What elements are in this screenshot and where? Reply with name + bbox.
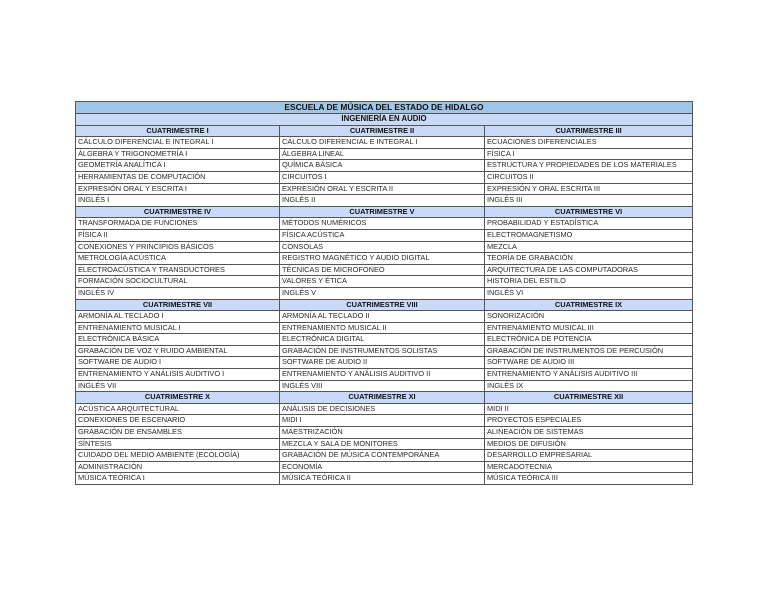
program-title: INGENIERÍA EN AUDIO — [76, 114, 693, 126]
term-header-row — [76, 206, 693, 218]
course-cell: FÍSICA I — [485, 148, 693, 160]
term-header: CUATRIMESTRE VI — [485, 206, 693, 218]
course-cell: EXPRESIÓN Y ORAL ESCRITA III — [485, 183, 693, 195]
course-cell: GEOMETRÍA ANALÍTICA I — [76, 160, 280, 172]
course-row — [76, 137, 693, 149]
title-row — [76, 102, 693, 114]
course-cell: CIRCUITOS I — [280, 171, 485, 183]
course-cell: CONEXIONES DE ESCENARIO — [76, 415, 280, 427]
course-cell: MERCADOTECNIA — [485, 461, 693, 473]
program-row — [76, 114, 693, 126]
term-header: CUATRIMESTRE VIII — [280, 299, 485, 311]
term-header: CUATRIMESTRE XI — [280, 392, 485, 404]
term-header: CUATRIMESTRE II — [280, 125, 485, 137]
course-row — [76, 264, 693, 276]
course-cell: ELECTRÓNICA DIGITAL — [280, 334, 485, 346]
course-row — [76, 322, 693, 334]
course-cell: INGLÉS VII — [76, 380, 280, 392]
course-cell: ARQUITECTURA DE LAS COMPUTADORAS — [485, 264, 693, 276]
course-row — [76, 183, 693, 195]
course-cell: HERRAMIENTAS DE COMPUTACIÓN — [76, 171, 280, 183]
course-row — [76, 195, 693, 207]
course-row — [76, 287, 693, 299]
course-cell: ENTRENAMIENTO Y ANÁLISIS AUDITIVO II — [280, 369, 485, 381]
course-row — [76, 334, 693, 346]
course-cell: EXPRESIÓN ORAL Y ESCRITA I — [76, 183, 280, 195]
course-cell: ARMONÍA AL TECLADO II — [280, 311, 485, 323]
course-cell: ECONOMÍA — [280, 461, 485, 473]
course-cell: ECUACIONES DIFERENCIALES — [485, 137, 693, 149]
course-cell: ESTRUCTURA Y PROPIEDADES DE LOS MATERIALES — [485, 160, 693, 172]
course-cell: GRABACIÓN DE INSTRUMENTOS DE PERCUSIÓN — [485, 345, 693, 357]
course-cell: CÁLCULO DIFERENCIAL E INTEGRAL I — [76, 137, 280, 149]
course-row — [76, 438, 693, 450]
course-cell: GRABACIÓN DE VOZ Y RUIDO AMBIENTAL — [76, 345, 280, 357]
term-header: CUATRIMESTRE IX — [485, 299, 693, 311]
course-cell: CUIDADO DEL MEDIO AMBIENTE (ECOLOGÍA) — [76, 450, 280, 462]
course-row — [76, 461, 693, 473]
course-row — [76, 276, 693, 288]
course-cell: DESARROLLO EMPRESARIAL — [485, 450, 693, 462]
term-header: CUATRIMESTRE VII — [76, 299, 280, 311]
course-row — [76, 160, 693, 172]
course-cell: TÉCNICAS DE MICROFONEO — [280, 264, 485, 276]
course-cell: CONEXIONES Y PRINCIPIOS BÁSICOS — [76, 241, 280, 253]
school-title: ESCUELA DE MÚSICA DEL ESTADO DE HIDALGO — [76, 102, 693, 114]
course-cell: ENTRENAMIENTO MUSICAL I — [76, 322, 280, 334]
course-cell: PROBABILIDAD Y ESTADÍSTICA — [485, 218, 693, 230]
curriculum-body — [76, 102, 693, 485]
course-cell: SOFTWARE DE AUDIO II — [280, 357, 485, 369]
course-cell: ELECTRÓNICA DE POTENCIA — [485, 334, 693, 346]
course-row — [76, 357, 693, 369]
course-row — [76, 229, 693, 241]
term-header-row — [76, 125, 693, 137]
course-cell: MEZCLA — [485, 241, 693, 253]
course-row — [76, 450, 693, 462]
course-cell: ENTRENAMIENTO MUSICAL II — [280, 322, 485, 334]
course-cell: MAESTRIZACIÓN — [280, 427, 485, 439]
course-cell: ENTRENAMIENTO Y ANÁLISIS AUDITIVO III — [485, 369, 693, 381]
course-cell: CÁLCULO DIFERENCIAL E INTEGRAL I — [280, 137, 485, 149]
course-cell: INGLÉS IV — [76, 287, 280, 299]
course-cell: MEZCLA Y SALA DE MONITORES — [280, 438, 485, 450]
term-header: CUATRIMESTRE I — [76, 125, 280, 137]
course-cell: GRABACIÓN DE MÚSICA CONTEMPORÁNEA — [280, 450, 485, 462]
course-row — [76, 171, 693, 183]
course-cell: EXPRESIÓN ORAL Y ESCRITA II — [280, 183, 485, 195]
course-cell: ELECTRÓNICA BÁSICA — [76, 334, 280, 346]
course-cell: CIRCUITOS II — [485, 171, 693, 183]
course-cell: SÍNTESIS — [76, 438, 280, 450]
course-cell: GRABACIÓN DE INSTRUMENTOS SOLISTAS — [280, 345, 485, 357]
term-header: CUATRIMESTRE III — [485, 125, 693, 137]
course-cell: INGLÉS V — [280, 287, 485, 299]
course-row — [76, 311, 693, 323]
course-row — [76, 241, 693, 253]
course-cell: MIDI I — [280, 415, 485, 427]
course-cell: ADMINISTRACIÓN — [76, 461, 280, 473]
course-cell: ENTRENAMIENTO Y ANÁLISIS AUDITIVO I — [76, 369, 280, 381]
course-cell: METROLOGÍA ACÚSTICA — [76, 253, 280, 265]
course-cell: QUÍMICA BÁSICA — [280, 160, 485, 172]
course-cell: MÚSICA TEÓRICA I — [76, 473, 280, 485]
course-cell: ENTRENAMIENTO MUSICAL III — [485, 322, 693, 334]
course-cell: FÍSICA ACÚSTICA — [280, 229, 485, 241]
course-row — [76, 380, 693, 392]
curriculum-table — [75, 101, 693, 485]
course-cell: ELECTROMAGNETISMO — [485, 229, 693, 241]
course-cell: ARMONÍA AL TECLADO I — [76, 311, 280, 323]
course-row — [76, 403, 693, 415]
term-header: CUATRIMESTRE V — [280, 206, 485, 218]
course-cell: INGLÉS VI — [485, 287, 693, 299]
course-row — [76, 218, 693, 230]
course-row — [76, 369, 693, 381]
course-cell: PROYECTOS ESPECIALES — [485, 415, 693, 427]
course-cell: SONORIZACIÓN — [485, 311, 693, 323]
course-cell: GRABACIÓN DE ENSAMBLES — [76, 427, 280, 439]
course-cell: ÁLGEBRA LINEAL — [280, 148, 485, 160]
course-cell: CONSOLAS — [280, 241, 485, 253]
course-row — [76, 427, 693, 439]
course-cell: MÚSICA TEÓRICA II — [280, 473, 485, 485]
course-cell: TEORÍA DE GRABACIÓN — [485, 253, 693, 265]
course-cell: HISTORIA DEL ESTILO — [485, 276, 693, 288]
course-cell: MÚSICA TEÓRICA III — [485, 473, 693, 485]
course-cell: ANÁLISIS DE DECISIONES — [280, 403, 485, 415]
course-row — [76, 253, 693, 265]
course-cell: ELECTROACÚSTICA Y TRANSDUCTORES — [76, 264, 280, 276]
course-row — [76, 415, 693, 427]
course-cell: MIDI II — [485, 403, 693, 415]
course-cell: INGLÉS II — [280, 195, 485, 207]
course-row — [76, 345, 693, 357]
course-cell: INGLÉS VIII — [280, 380, 485, 392]
course-row — [76, 473, 693, 485]
term-header-row — [76, 299, 693, 311]
course-cell: REGISTRO MAGNÉTICO Y AUDIO DIGITAL — [280, 253, 485, 265]
course-cell: INGLÉS IX — [485, 380, 693, 392]
term-header-row — [76, 392, 693, 404]
course-cell: INGLÉS I — [76, 195, 280, 207]
course-cell: ACÚSTICA ARQUITECTURAL — [76, 403, 280, 415]
course-cell: MEDIOS DE DIFUSIÓN — [485, 438, 693, 450]
course-cell: SOFTWARE DE AUDIO I — [76, 357, 280, 369]
course-row — [76, 148, 693, 160]
course-cell: MÉTODOS NUMÉRICOS — [280, 218, 485, 230]
course-cell: TRANSFORMADA DE FUNCIONES — [76, 218, 280, 230]
term-header: CUATRIMESTRE XII — [485, 392, 693, 404]
course-cell: FORMACIÓN SOCIOCULTURAL — [76, 276, 280, 288]
course-cell: VALORES Y ÉTICA — [280, 276, 485, 288]
course-cell: ÁLGEBRA Y TRIGONOMETRÍA I — [76, 148, 280, 160]
course-cell: SOFTWARE DE AUDIO III — [485, 357, 693, 369]
course-cell: ALINEACIÓN DE SISTEMAS — [485, 427, 693, 439]
term-header: CUATRIMESTRE IV — [76, 206, 280, 218]
course-cell: FÍSICA II — [76, 229, 280, 241]
course-cell: INGLÉS III — [485, 195, 693, 207]
term-header: CUATRIMESTRE X — [76, 392, 280, 404]
